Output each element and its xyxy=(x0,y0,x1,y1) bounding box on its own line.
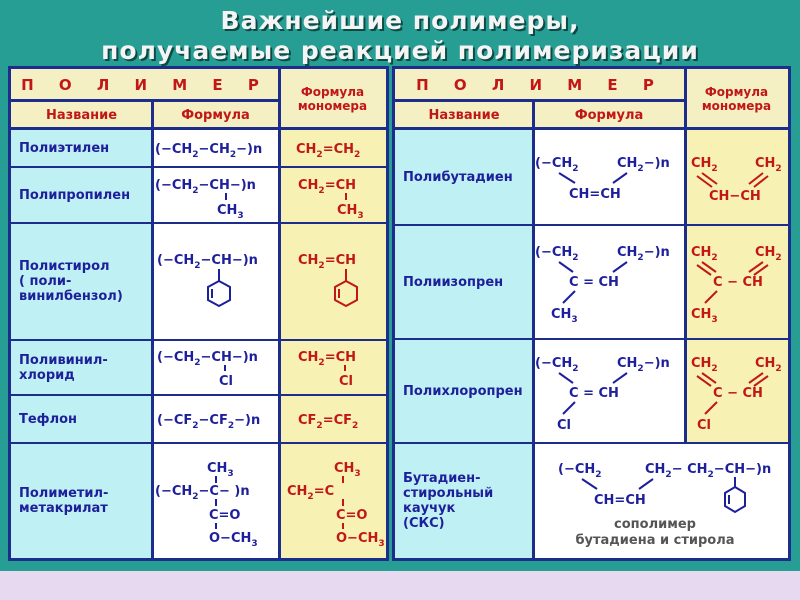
svg-text:CH2=CH: $CH_2=CH$ xyxy=(298,178,357,196)
svg-text:CH3: $CH_3$ xyxy=(691,307,718,325)
monomer-chloroprene xyxy=(691,356,782,433)
svg-text:(−CH2−CH−)n: $(-CH_2-CH-)n$ xyxy=(157,350,258,368)
formula-polyisoprene xyxy=(535,245,670,325)
svg-text:CH2−)n: $CH_2-)n$ xyxy=(617,245,670,263)
svg-text:(−CH2: ($-CH_2$ xyxy=(558,462,602,480)
rule xyxy=(395,442,788,444)
svg-text:(−CH2: ($-CH_2$ xyxy=(535,356,579,374)
row-name-polyisoprene: Полиизопрен xyxy=(395,225,533,339)
rule xyxy=(532,99,535,558)
monomer-vinyl-chloride xyxy=(298,350,356,389)
svg-text:CH=CH: CH=CH xyxy=(569,187,621,202)
row-name-pmma: Полиметил- метакрилат xyxy=(11,443,152,558)
polymer-header: П О Л И М Е Р xyxy=(395,69,685,101)
formula-pvc xyxy=(157,350,258,389)
polymer-header: П О Л И М Е Р xyxy=(11,69,279,101)
svg-text:CH3: $CH_3$ xyxy=(217,203,244,221)
svg-text:CH2: $CH_2$ xyxy=(691,156,718,174)
svg-text:CH2=CH: $CH_2=CH$ xyxy=(298,253,357,271)
rule xyxy=(11,394,386,396)
monomer-butadiene xyxy=(691,156,782,204)
svg-text:CF2=CF2: $CF_2=CF_2$ xyxy=(298,413,359,431)
formula-header: Формула xyxy=(533,101,685,129)
slide-title xyxy=(0,6,800,66)
svg-text:CH2− CH2−CH−)n: $CH_2- CH_2-CH-)n$ xyxy=(645,462,772,480)
rule xyxy=(11,127,386,130)
formula-header: Формула xyxy=(152,101,279,129)
svg-text:CH2−)n: $CH_2-)n$ xyxy=(617,356,670,374)
svg-text:C = CH: C = CH xyxy=(569,386,619,401)
formula-polystyrene xyxy=(157,253,258,306)
rule xyxy=(11,166,386,168)
left-structures xyxy=(11,69,386,558)
svg-text:CH2=CH2: $CH_2=CH_2$ xyxy=(296,142,361,160)
svg-text:(−CH2: ($-CH_2$ xyxy=(535,156,579,174)
svg-text:CH2: $CH_2$ xyxy=(755,356,782,374)
row-name-teflon: Тефлон xyxy=(11,395,152,443)
svg-text:Cl: Cl xyxy=(697,418,711,433)
title-line-2: получаемые реакцией полимеризации xyxy=(101,36,699,65)
svg-text:CH2: $CH_2$ xyxy=(691,356,718,374)
svg-text:O−CH3: $O-CH_3$ xyxy=(209,531,258,549)
svg-text:(−CH2−CH−)n: $(-CH_2-CH-)n$ xyxy=(155,178,256,196)
formula-teflon xyxy=(157,413,260,431)
monomer-tetrafluoroethylene xyxy=(298,413,358,431)
row-name-polybutadiene: Полибутадиен xyxy=(395,129,533,225)
svg-text:CH2=CH: $CH_2=CH$ xyxy=(298,350,357,368)
svg-text:(−CH2−C− )n: $(-CH_2-C- )n$ xyxy=(155,484,250,502)
svg-text:CH3: $CH_3$ xyxy=(551,307,578,325)
name-header: Название xyxy=(395,101,533,129)
svg-text:CH2=C: $CH_2=C$ xyxy=(287,484,335,502)
formula-pmma xyxy=(155,461,258,549)
svg-text:(−CH2−CH2−)n: $(-CH_2-CH_2-)n$ xyxy=(155,142,263,160)
rule xyxy=(684,69,687,443)
svg-text:CH2: $CH_2$ xyxy=(691,245,718,263)
svg-text:C=O: C=O xyxy=(209,508,241,523)
row-name-polyethylene: Полиэтилен xyxy=(11,129,152,167)
formula-polypropylene xyxy=(155,178,256,221)
svg-text:C = CH: C = CH xyxy=(569,275,619,290)
monomer-styrene xyxy=(298,253,357,306)
rule xyxy=(395,127,788,130)
monomer-propylene xyxy=(298,178,364,221)
svg-text:C − CH: C − CH xyxy=(713,275,763,290)
svg-text:(−CH2: ($-CH_2$ xyxy=(535,245,579,263)
svg-text:C − CH: C − CH xyxy=(713,386,763,401)
rule xyxy=(151,99,154,558)
row-name-polychloroprene: Полихлоропрен xyxy=(395,339,533,443)
monomer-isoprene xyxy=(691,245,782,325)
svg-text:CH2: $CH_2$ xyxy=(755,245,782,263)
rule xyxy=(395,224,788,226)
svg-text:CH3: $CH_3$ xyxy=(334,461,361,479)
right-table xyxy=(392,66,791,561)
formula-polybutadiene xyxy=(535,156,670,202)
sks-caption-line-1: сополимер xyxy=(614,517,696,532)
rule xyxy=(11,339,386,341)
name-header: Название xyxy=(11,101,152,129)
rule xyxy=(11,442,386,444)
rule xyxy=(11,222,386,224)
left-table xyxy=(8,66,389,561)
row-name-polystyrene: Полистирол ( поли- винилбензол) xyxy=(11,223,152,340)
svg-text:(−CH2−CH−)n: $(-CH_2-CH-)n$ xyxy=(157,253,258,271)
svg-text:CH3: $CH_3$ xyxy=(207,461,234,479)
formula-polyethylene xyxy=(155,142,262,160)
monomer-formula-header: Формула мономера xyxy=(685,69,788,129)
svg-text:CH−CH: CH−CH xyxy=(709,189,761,204)
svg-text:CH=CH: CH=CH xyxy=(594,493,646,508)
monomer-ethylene xyxy=(296,142,360,160)
rule xyxy=(395,99,685,102)
svg-text:Cl: Cl xyxy=(339,374,353,389)
monomer-formula-header: Формула мономера xyxy=(279,69,386,129)
sks-caption-line-2: бутадиена и стирола xyxy=(575,533,735,548)
row-name-pvc: Поливинил- хлорид xyxy=(11,340,152,395)
svg-text:CH3: $CH_3$ xyxy=(337,203,364,221)
row-name-polypropylene: Полипропилен xyxy=(11,167,152,223)
svg-text:Cl: Cl xyxy=(557,418,571,433)
svg-text:O−CH3: $O-CH_3$ xyxy=(336,531,385,549)
rule xyxy=(395,338,788,340)
rule xyxy=(278,69,281,558)
svg-text:CH2: $CH_2$ xyxy=(755,156,782,174)
monomer-methyl-methacrylate xyxy=(287,461,385,549)
svg-text:Cl: Cl xyxy=(219,374,233,389)
svg-text:(−CF2−CF2−)n: $(-CF_2-CF_2-)n$ xyxy=(157,413,261,431)
right-structures xyxy=(395,69,788,558)
title-line-1: Важнейшие полимеры, xyxy=(220,6,580,35)
formula-sks-rubber xyxy=(558,462,771,512)
svg-text:C=O: C=O xyxy=(336,508,368,523)
rule xyxy=(11,99,279,102)
row-name-sks-rubber: Бутадиен- стирольный каучук (СКС) xyxy=(395,443,533,558)
formula-polychloroprene xyxy=(535,356,670,433)
svg-text:CH2−)n: $CH_2-)n$ xyxy=(617,156,670,174)
